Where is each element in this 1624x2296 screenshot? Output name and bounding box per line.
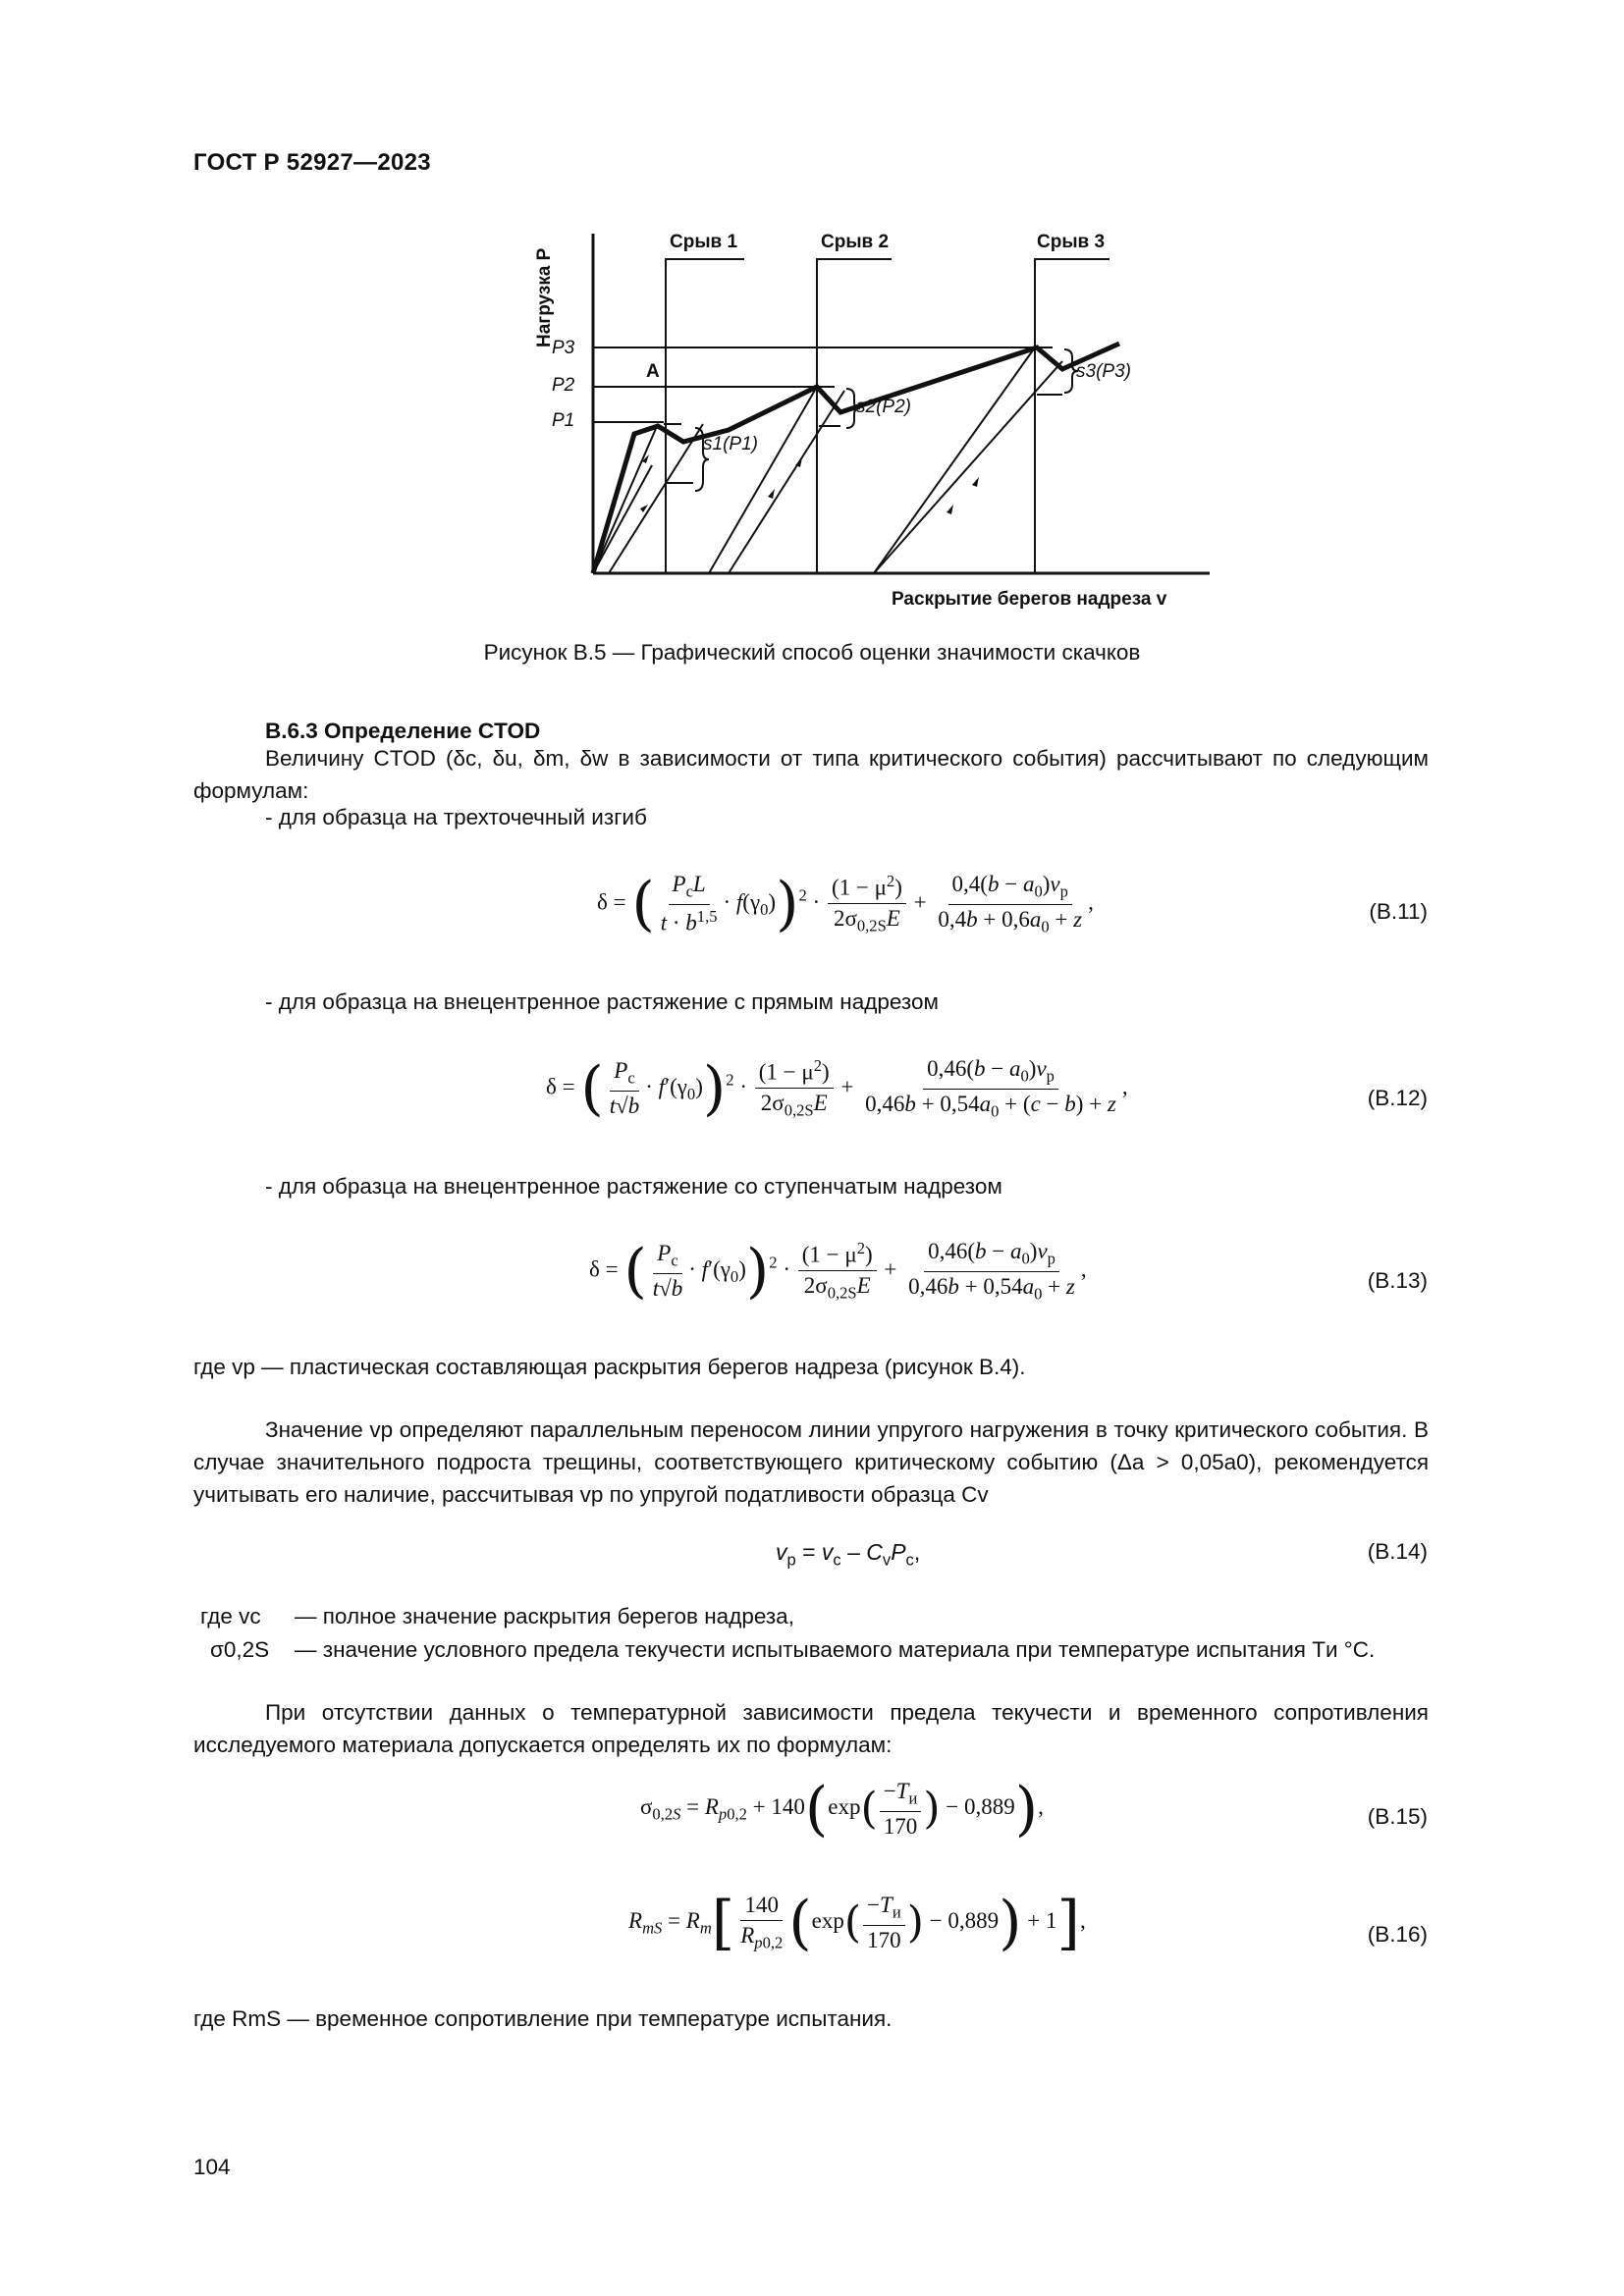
paragraph-vp: Значение vp определяют параллельным переносом линии упругого нагружения в точку критического события. В случае значительного подроста трещины, соответствующего критическому событию (Δa > 0,05a0), рекомендуется учитывать его наличие, рассчитывая vp по упругой податливости образца Cv	[193, 1417, 1429, 1507]
eq-number-b12: (В.12)	[1367, 1086, 1428, 1110]
section-title: В.6.3 Определение CTOD	[265, 719, 541, 743]
list-item-straight-notch: - для образца на внецентренное растяжение с прямым надрезом	[265, 989, 939, 1014]
load-curve	[593, 344, 1119, 573]
eq-number-b14: (В.14)	[1367, 1539, 1428, 1564]
jump-label-2: Срыв 2	[821, 232, 890, 252]
drop-label-1: s1(P1)	[703, 434, 758, 454]
page-number: 104	[193, 2155, 231, 2179]
where-vp: где vp — пластическая составляющая раскрытия берегов надреза (рисунок В.4).	[193, 1355, 1026, 1379]
point-a-label: A	[646, 361, 660, 382]
list-item-three-point-bend: - для образца на трехточечный изгиб	[265, 805, 647, 829]
drop-label-2: s2(P2)	[856, 397, 911, 417]
figure-caption: Рисунок В.5 — Графический способ оценки значимости скачков	[483, 640, 1141, 665]
definition-text-vc: — полное значение раскрытия берегов надреза,	[295, 1604, 794, 1629]
formula-b12: δ = ( $\frac{P_c}{t√b}$ · $f'(\gamma_0))^2$ · $\frac{(1 - \mu^2)}{2\sigma_{0,2S}E}$ + $\frac{0,46(b - a_0)v_p}{0,46b + 0,54a_0 + (c - b) + z}$ ,	[546, 1054, 1128, 1124]
intro-paragraph: Величину CTOD (δc, δu, δm, δw в зависимости от типа критического события) рассчитывают по следующим формулам:	[193, 746, 1429, 803]
jump-label-3: Срыв 3	[1037, 232, 1106, 252]
eq-number-b13: (В.13)	[1367, 1268, 1428, 1293]
where-rms: где RmS — временное сопротивление при температуре испытания.	[193, 2006, 893, 2031]
formula-b15: $\sigma_{0,2S} = R_{p0,2} + 140(\exp$( $\frac{-T_и}{170}$ ) − 0,889),	[640, 1774, 1044, 1843]
load-label-p1: P1	[552, 410, 575, 431]
definition-symbol-sigma: σ0,2S	[210, 1637, 270, 1662]
eq-number-b15: (В.15)	[1367, 1804, 1428, 1829]
eq-number-b11: (В.11)	[1369, 899, 1428, 924]
formula-b13: δ = ( $\frac{P_c}{t√b}$ · $f'(\gamma_0))^2$ · $\frac{(1 - \mu^2)}{2\sigma_{0,2S}E}$ + $\frac{0,46(b - a_0)v_p}{0,46b + 0,54a_0 + z}$ ,	[589, 1237, 1087, 1307]
jump-assessment-figure	[481, 218, 1227, 611]
definition-text-sigma: — значение условного предела текучести испытываемого материала при температуре испытания Tи °C.	[295, 1637, 1376, 1662]
drop-label-3: s3(P3)	[1076, 361, 1131, 382]
document-header: ГОСТ Р 52927—2023	[193, 149, 431, 176]
formula-b11: δ = ( $\frac{P_cL}{t \cdot b^{1,5}}$ · $f(\gamma_0))^2$ · $\frac{(1 - \mu^2)}{2\sigma_{0,2S}E}$ + $\frac{0,4(b - a_0)v_p}{0,4b + 0,6a_0 + z}$ ,	[597, 870, 1094, 939]
paragraph-temperature: При отсутствии данных о температурной зависимости предела текучести и временного сопротивления исследуемого материала допускается определять их по формулам:	[193, 1700, 1429, 1757]
eq-number-b16: (В.16)	[1367, 1922, 1428, 1947]
load-label-p3: P3	[552, 338, 575, 358]
formula-b14: $v_p = v_c - C_vP_c$,	[776, 1539, 921, 1570]
y-axis-label: Нагрузка P	[534, 247, 555, 347]
x-axis-label: Раскрытие берегов надреза v	[892, 589, 1167, 610]
formula-b16: $R_{mS} = R_m$[ $\frac{140}{R_{p0,2}}$ (exp( $\frac{-T_и}{170}$ ) − 0,889) + 1],	[628, 1888, 1086, 1957]
load-label-p2: P2	[552, 375, 575, 396]
definition-symbol-vc: где vc	[200, 1604, 261, 1629]
list-item-stepped-notch: - для образца на внецентренное растяжение со ступенчатым надрезом	[265, 1174, 1002, 1199]
jump-label-1: Срыв 1	[670, 232, 738, 252]
